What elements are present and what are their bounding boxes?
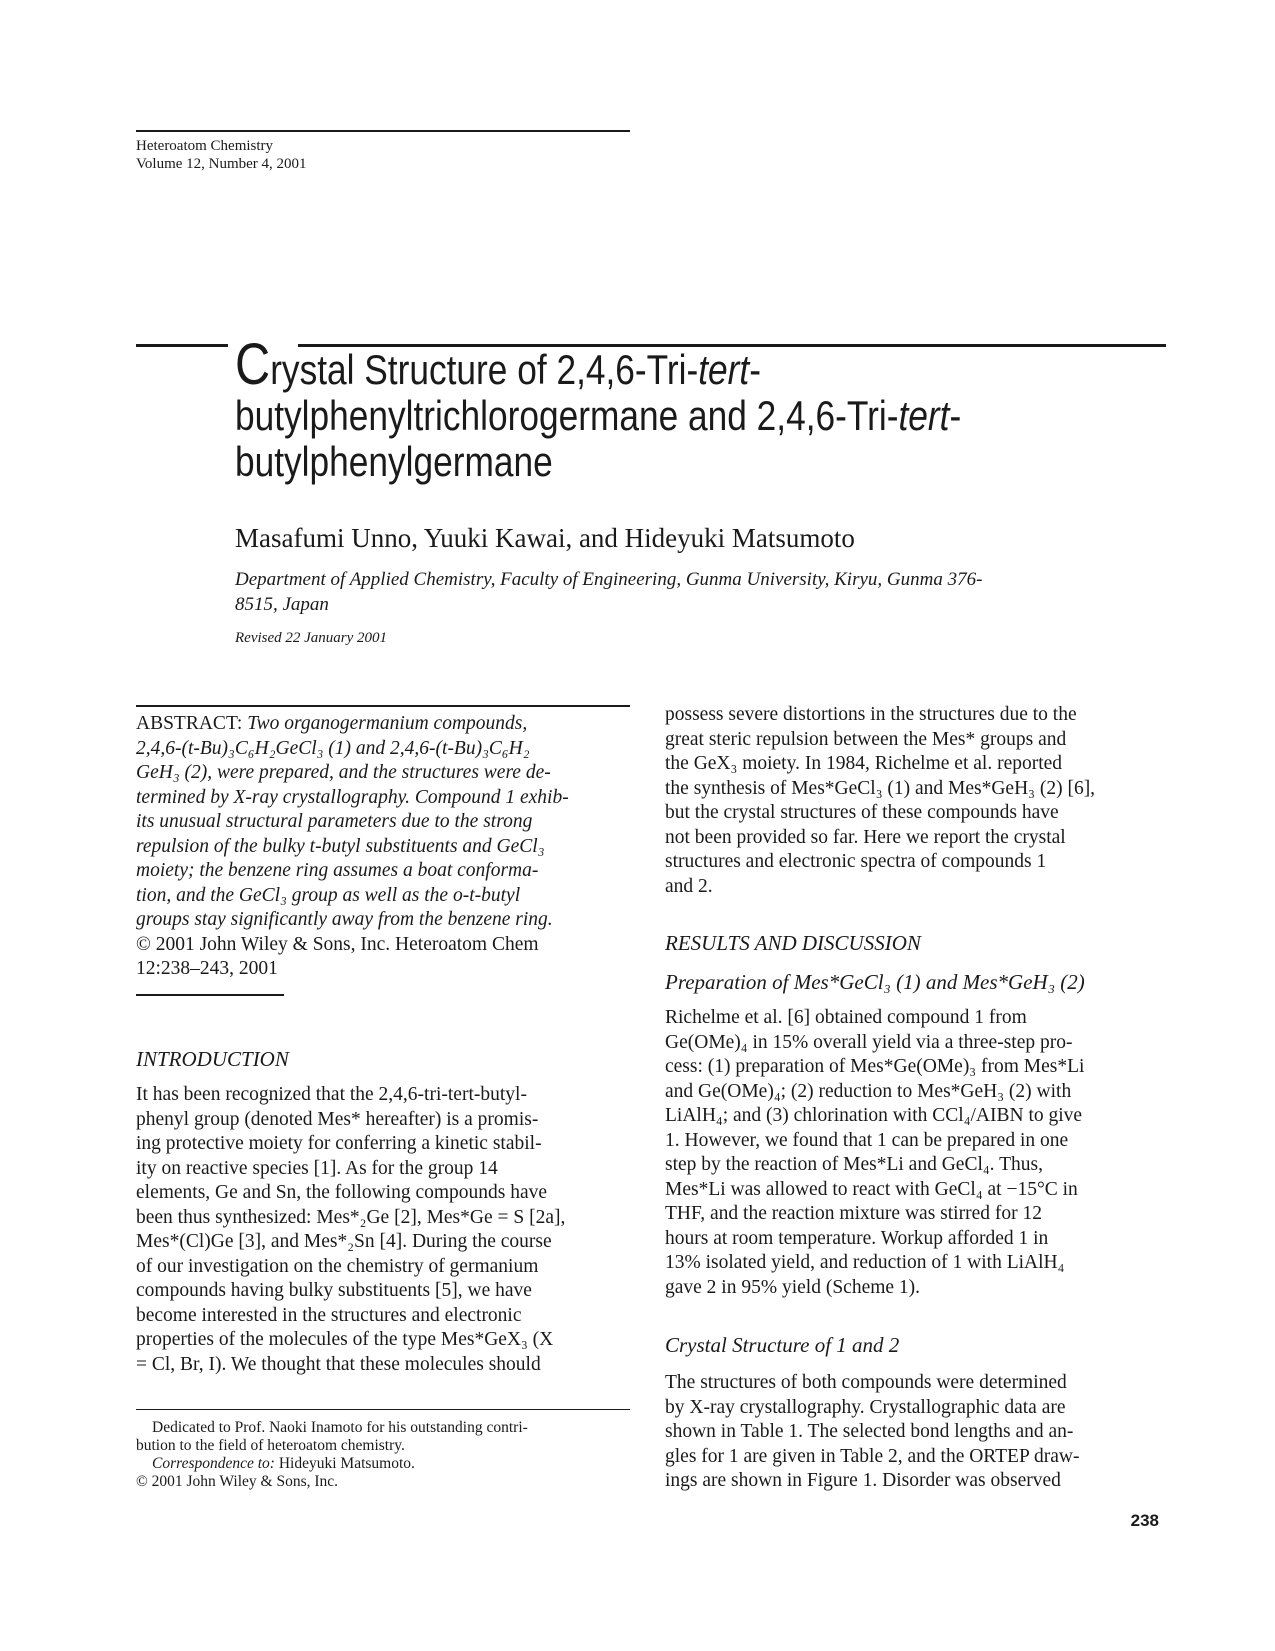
revised-date: Revised 22 January 2001 xyxy=(235,630,388,646)
intro-line: been thus synthesized: Mes*₂Ge [2], Mes*Ge = S [2a], xyxy=(136,1206,566,1228)
introduction-body xyxy=(136,1083,630,1377)
affiliation-line2: 8515, Japan xyxy=(235,594,329,615)
prep-line: LiAlH₄; and (3) chlorination with CCl₄/AIBN to give xyxy=(665,1105,1083,1126)
prep-line: Ge(OMe)₄ in 15% overall yield via a three-step pro- xyxy=(665,1031,1073,1053)
intro-line: properties of the molecules of the type Mes*GeX₃ (X xyxy=(136,1329,554,1350)
intro-line: = Cl, Br, I). We thought that these molecules should xyxy=(136,1353,541,1375)
title-rule-left xyxy=(136,344,228,347)
title-line2-ital: tert xyxy=(898,392,950,439)
prep-line: hours at room temperature. Workup afforded 1 in xyxy=(665,1227,1049,1249)
intro-line: ing protective moiety for conferring a kinetic stabil- xyxy=(136,1133,542,1154)
abstract-line: repulsion of the bulky t-butyl substituents and GeCl₃ xyxy=(136,835,545,857)
abstract-label: ABSTRACT: xyxy=(136,713,243,734)
abstract-line: 2,4,6-(t-Bu)₃C₆H₂GeCl₃ (1) and 2,4,6-(t-Bu)₃C₆H₂ xyxy=(136,737,530,759)
correspondence-name: Hideyuki Matsumoto. xyxy=(278,1455,415,1472)
intro-line: become interested in the structures and electronic xyxy=(136,1304,522,1326)
affiliation-line1: Department of Applied Chemistry, Faculty of Engineering, Gunma University, Kiryu, Gunma 376- xyxy=(235,569,983,590)
prep-line: and Ge(OMe)₄; (2) reduction to Mes*GeH₃ (2) with xyxy=(665,1080,1072,1102)
intro-continued xyxy=(665,703,1159,899)
abstract-line: termined by X-ray crystallography. Compound 1 exhib- xyxy=(136,786,569,808)
page-number: 238 xyxy=(1130,1511,1159,1530)
prep-line: 1. However, we found that 1 can be prepared in one xyxy=(665,1129,1069,1151)
introduction-heading: INTRODUCTION xyxy=(136,1047,289,1071)
crystal-line: by X-ray crystallography. Crystallographic data are xyxy=(665,1396,1066,1418)
volume-info: Volume 12, Number 4, 2001 xyxy=(136,156,307,172)
abstract-citation: 12:238–243, 2001 xyxy=(136,958,278,979)
footnote xyxy=(136,1419,630,1491)
abstract-line: GeH₃ (2), were prepared, and the structures were de- xyxy=(136,762,551,783)
prep-line: Richelme et al. [6] obtained compound 1 from xyxy=(665,1007,1027,1028)
abstract-line: its unusual structural parameters due to the strong xyxy=(136,811,533,832)
affiliation xyxy=(235,567,1145,617)
intro-line: of our investigation on the chemistry of germanium xyxy=(136,1255,539,1277)
intro-line: elements, Ge and Sn, the following compounds have xyxy=(136,1182,548,1203)
correspondence-label: Correspondence to: xyxy=(152,1455,275,1472)
preparation-body xyxy=(665,1006,1159,1300)
results-heading: RESULTS AND DISCUSSION xyxy=(665,931,921,955)
article-title xyxy=(235,332,1165,485)
abstract-line: Two organogermanium compounds, xyxy=(247,713,528,734)
intro-cont-line: great steric repulsion between the Mes* groups and xyxy=(665,728,1067,750)
dedication-line2: bution to the field of heteroatom chemistry. xyxy=(136,1437,405,1454)
intro-line: ity on reactive species [1]. As for the group 14 xyxy=(136,1157,498,1179)
title-line2-a: butylphenyltrichlorogermane and 2,4,6-Tri- xyxy=(235,392,899,439)
intro-cont-line: structures and electronic spectra of compounds 1 xyxy=(665,851,1047,872)
intro-line: compounds having bulky substituents [5], we have xyxy=(136,1280,532,1301)
crystal-line: shown in Table 1. The selected bond lengths and an- xyxy=(665,1421,1074,1442)
footnote-rule xyxy=(136,1409,630,1410)
intro-line: Mes*(Cl)Ge [3], and Mes*₂Sn [4]. During the course xyxy=(136,1231,552,1252)
intro-line: It has been recognized that the 2,4,6-tri-tert-butyl- xyxy=(136,1084,527,1105)
intro-cont-line: but the crystal structures of these compounds have xyxy=(665,802,1059,823)
intro-line: phenyl group (denoted Mes* hereafter) is a promis- xyxy=(136,1108,539,1130)
abstract-bottom-rule xyxy=(136,994,284,996)
preparation-heading: Preparation of Mes*GeCl₃ (1) and Mes*GeH₃ (2) xyxy=(665,970,1085,994)
title-line2-b: - xyxy=(949,392,962,439)
title-line1-ital: tert xyxy=(698,346,750,393)
prep-line: gave 2 in 95% yield (Scheme 1). xyxy=(665,1276,921,1298)
crystal-line: ings are shown in Figure 1. Disorder was observed xyxy=(665,1470,1061,1491)
title-dropcap: C xyxy=(235,332,271,397)
journal-header xyxy=(136,137,307,173)
intro-cont-line: possess severe distortions in the structures due to the xyxy=(665,704,1077,725)
crystal-structure-heading: Crystal Structure of 1 and 2 xyxy=(665,1333,900,1357)
footnote-copyright: © 2001 John Wiley & Sons, Inc. xyxy=(136,1473,339,1490)
title-line3: butylphenylgermane xyxy=(235,438,553,485)
intro-cont-line: and 2. xyxy=(665,875,713,897)
crystal-line: gles for 1 are given in Table 2, and the ORTEP draw- xyxy=(665,1445,1080,1467)
abstract-line: moiety; the benzene ring assumes a boat conforma- xyxy=(136,860,539,881)
title-line1-b: - xyxy=(749,346,761,393)
intro-cont-line: not been provided so far. Here we report the crystal xyxy=(665,826,1066,848)
prep-line: cess: (1) preparation of Mes*Ge(OMe)₃ from Mes*Li xyxy=(665,1056,1085,1077)
crystal-line: The structures of both compounds were determined xyxy=(665,1372,1067,1393)
title-line1-a: rystal Structure of 2,4,6-Tri- xyxy=(270,346,699,393)
prep-line: Mes*Li was allowed to react with GeCl₄ at −15°C in xyxy=(665,1178,1078,1200)
prep-line: step by the reaction of Mes*Li and GeCl₄. Thus, xyxy=(665,1154,1043,1175)
abstract xyxy=(136,712,630,982)
abstract-line: tion, and the GeCl₃ group as well as the o-t-butyl xyxy=(136,884,521,906)
journal-name: Heteroatom Chemistry xyxy=(136,138,274,154)
header-rule xyxy=(136,130,630,132)
prep-line: THF, and the reaction mixture was stirred for 12 xyxy=(665,1203,1042,1224)
abstract-citation: © 2001 John Wiley & Sons, Inc. Heteroatom Chem xyxy=(136,933,539,955)
authors: Masafumi Unno, Yuuki Kawai, and Hideyuki Matsumoto xyxy=(235,523,855,553)
intro-cont-line: the synthesis of Mes*GeCl₃ (1) and Mes*GeH₃ (2) [6], xyxy=(665,777,1096,799)
prep-line: 13% isolated yield, and reduction of 1 with LiAlH₄ xyxy=(665,1252,1065,1273)
abstract-top-rule xyxy=(136,705,630,707)
crystal-structure-body xyxy=(665,1371,1159,1494)
abstract-line: groups stay significantly away from the benzene ring. xyxy=(136,909,553,930)
intro-cont-line: the GeX₃ moiety. In 1984, Richelme et al. reported xyxy=(665,753,1063,774)
correspondence xyxy=(136,1455,630,1473)
dedication-line1: Dedicated to Prof. Naoki Inamoto for his outstanding contri- xyxy=(152,1419,528,1436)
